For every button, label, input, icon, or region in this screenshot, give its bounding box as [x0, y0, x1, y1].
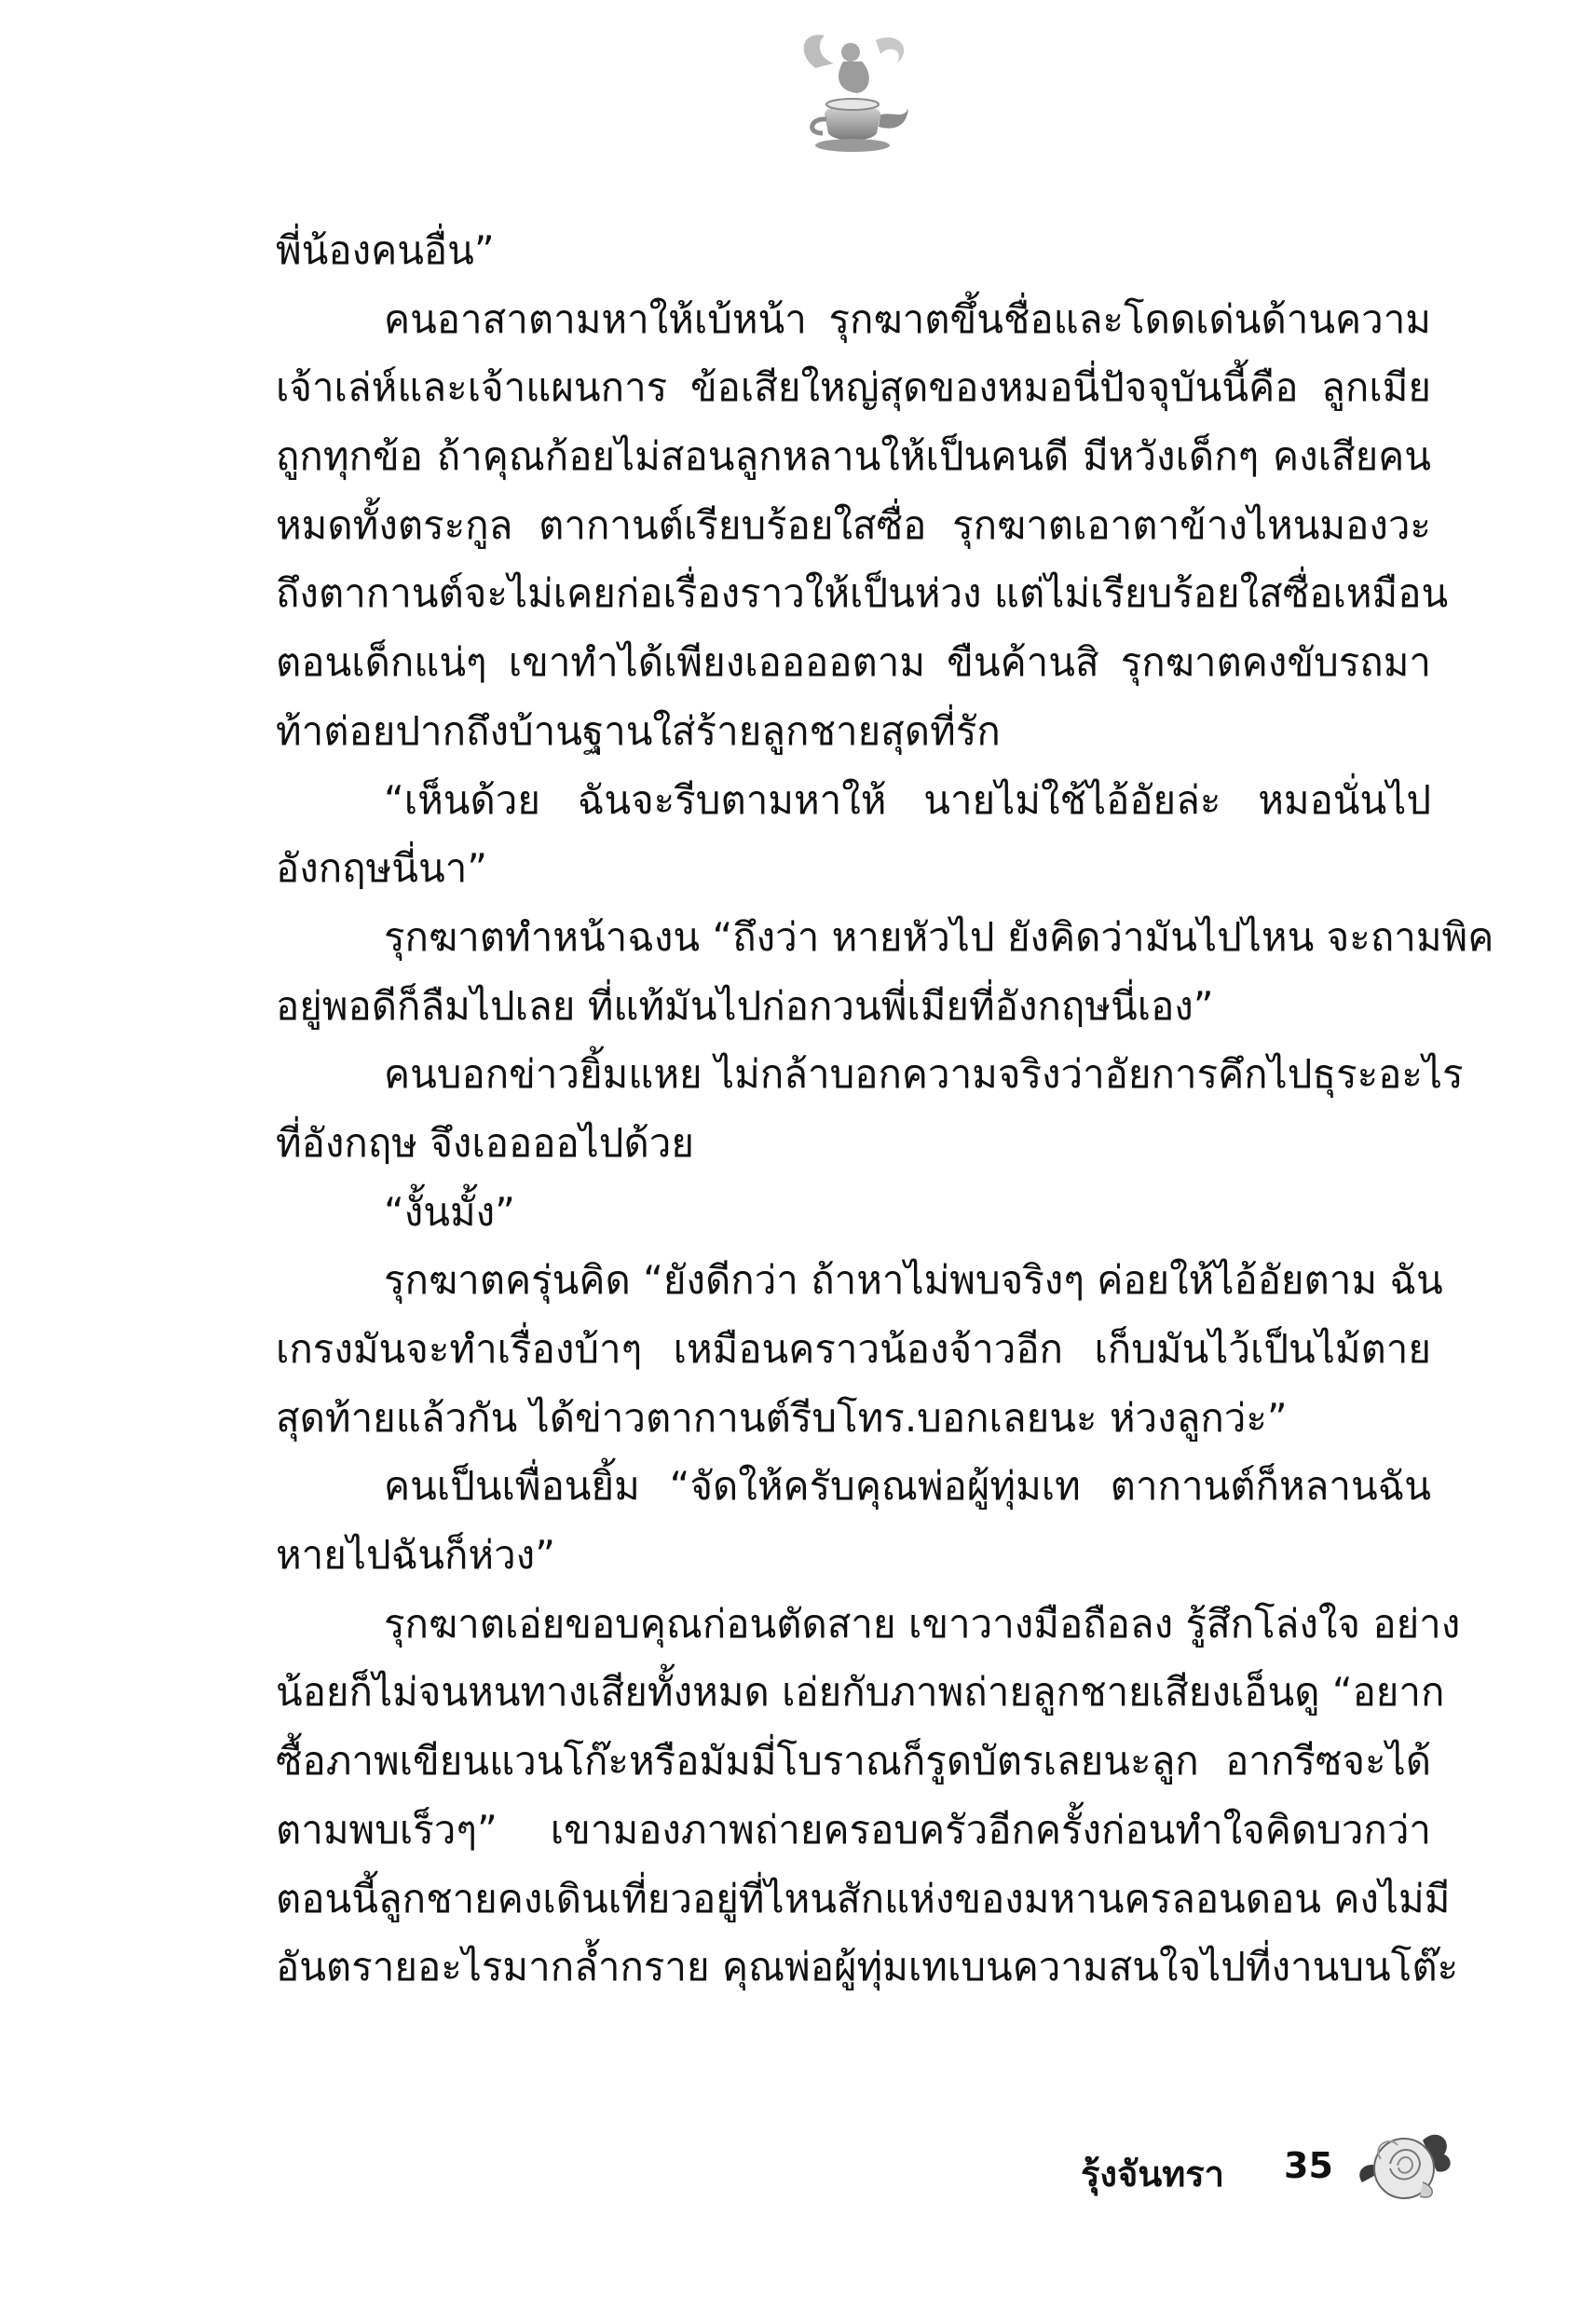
text-line: น้อยก็ไม่จนหนทางเสียทั้งหมด เอ่ยกับภาพถ่ายลูกชายเสียงเอ็นดู “อยาก — [276, 1669, 1445, 1716]
text-line: หายไปฉันก็ห่วง” — [276, 1532, 555, 1579]
text-line: สุดท้ายแล้วกัน ได้ข่าวตากานต์รีบโทร.บอกเลยนะ ห่วงลูกว่ะ” — [276, 1394, 1288, 1441]
text-line: รุกฆาตทำหน้าฉงน “ถึงว่า หายหัวไป ยังคิดว่ามันไปไหน จะถามพิค — [384, 913, 1494, 960]
cupid-teapot-icon — [787, 26, 918, 166]
text-line: ที่อังกฤษ จึงเออออไปด้วย — [276, 1119, 694, 1166]
text-line: รุกฆาตครุ่นคิด “ยังดีกว่า ถ้าหาไม่พบจริงๆ ค่อยให้ไอ้อัยตาม ฉัน — [384, 1257, 1443, 1304]
paragraph — [276, 216, 1431, 285]
text-line: อันตรายอะไรมากล้ำกราย คุณพ่อผู้ทุ่มเทเบนความสนใจไปที่งานบนโต๊ะ — [276, 1944, 1459, 1990]
text-line: ตอนนี้ลูกชายคงเดินเที่ยวอยู่ที่ไหนสักแห่งของมหานครลอนดอน คงไม่มี — [276, 1875, 1451, 1921]
text-line: อยู่พอดีก็ลืมไปเลย ที่แท้มันไปก่อกวนพี่เมียที่อังกฤษนี่เอง” — [276, 982, 1214, 1029]
text-line: หมดทั้งตระกูล ตากานต์เรียบร้อยใสซื่อ รุกฆาตเอาตาข้างไหนมองวะ — [276, 501, 1431, 548]
paragraph — [276, 1246, 1443, 1452]
paragraph — [276, 285, 1449, 766]
text-line: ท้าต่อยปากถึงบ้านฐานใส่ร้ายลูกชายสุดที่รัก — [276, 707, 1001, 754]
rose-icon — [1353, 2117, 1455, 2210]
text-line: ตามพบเร็วๆ” เขามองภาพถ่ายครอบครัวอีกครั้งก่อนทำใจคิดบวกว่า — [276, 1806, 1431, 1853]
text-line: “งั้นมั้ง” — [384, 1188, 515, 1235]
text-line: เกรงมันจะทำเรื่องบ้าๆ เหมือนคราวน้องจ้าวอีก เก็บมันไว้เป็นไม้ตาย — [276, 1326, 1431, 1372]
text-line: ตอนเด็กแน่ๆ เขาทำได้เพียงเออออตาม ขืนค้านสิ รุกฆาตคงขับรถมา — [276, 639, 1431, 686]
body-text — [276, 216, 1494, 2002]
paragraph — [276, 903, 1494, 1040]
text-line: คนเป็นเพื่อนยิ้ม “จัดให้ครับคุณพ่อผู้ทุ่มเท ตากานต์ก็หลานฉัน — [384, 1463, 1431, 1510]
paragraph — [276, 766, 1431, 903]
text-line: ซื้อภาพเขียนแวนโก๊ะหรือมัมมี่โบราณก็รูดบัตรเลยนะลูก อากรีซจะได้ — [276, 1738, 1431, 1785]
text-line: ถึงตากานต์จะไม่เคยก่อเรื่องราวให้เป็นห่วง แต่ไม่เรียบร้อยใสซื่อเหมือน — [276, 570, 1449, 617]
text-line: เจ้าเล่ห์และเจ้าแผนการ ข้อเสียใหญ่สุดของหมอนี่ปัจจุบันนี้คือ ลูกเมีย — [276, 364, 1431, 411]
paragraph — [276, 1590, 1461, 2002]
text-line: รุกฆาตเอ่ยขอบคุณก่อนตัดสาย เขาวางมือถือลง รู้สึกโล่งใจ อย่าง — [384, 1600, 1461, 1647]
page-footer — [1081, 2117, 1472, 2210]
paragraph — [276, 1040, 1464, 1177]
text-line: พี่น้องคนอื่น” — [276, 227, 495, 273]
book-title: รุ้งจันทรา — [1081, 2154, 1225, 2195]
text-line: “เห็นด้วย ฉันจะรีบตามหาให้ นายไม่ใช้ไอ้อัยล่ะ หมอนั่นไป — [384, 776, 1431, 823]
page-number: 35 — [1284, 2145, 1333, 2186]
paragraph — [276, 1452, 1431, 1589]
text-line: ถูกทุกข้อ ถ้าคุณก้อยไม่สอนลูกหลานให้เป็นคนดี มีหวังเด็กๆ คงเสียคน — [276, 433, 1431, 480]
text-line: อังกฤษนี่นา” — [276, 845, 488, 892]
text-line: คนบอกข่าวยิ้มแหย ไม่กล้าบอกความจริงว่าอัยการคึกไปธุระอะไร — [384, 1051, 1464, 1098]
paragraph — [276, 1178, 1431, 1247]
text-line: คนอาสาตามหาให้เบ้หน้า รุกฆาตขึ้นชื่อและโดดเด่นด้านความ — [384, 295, 1431, 342]
